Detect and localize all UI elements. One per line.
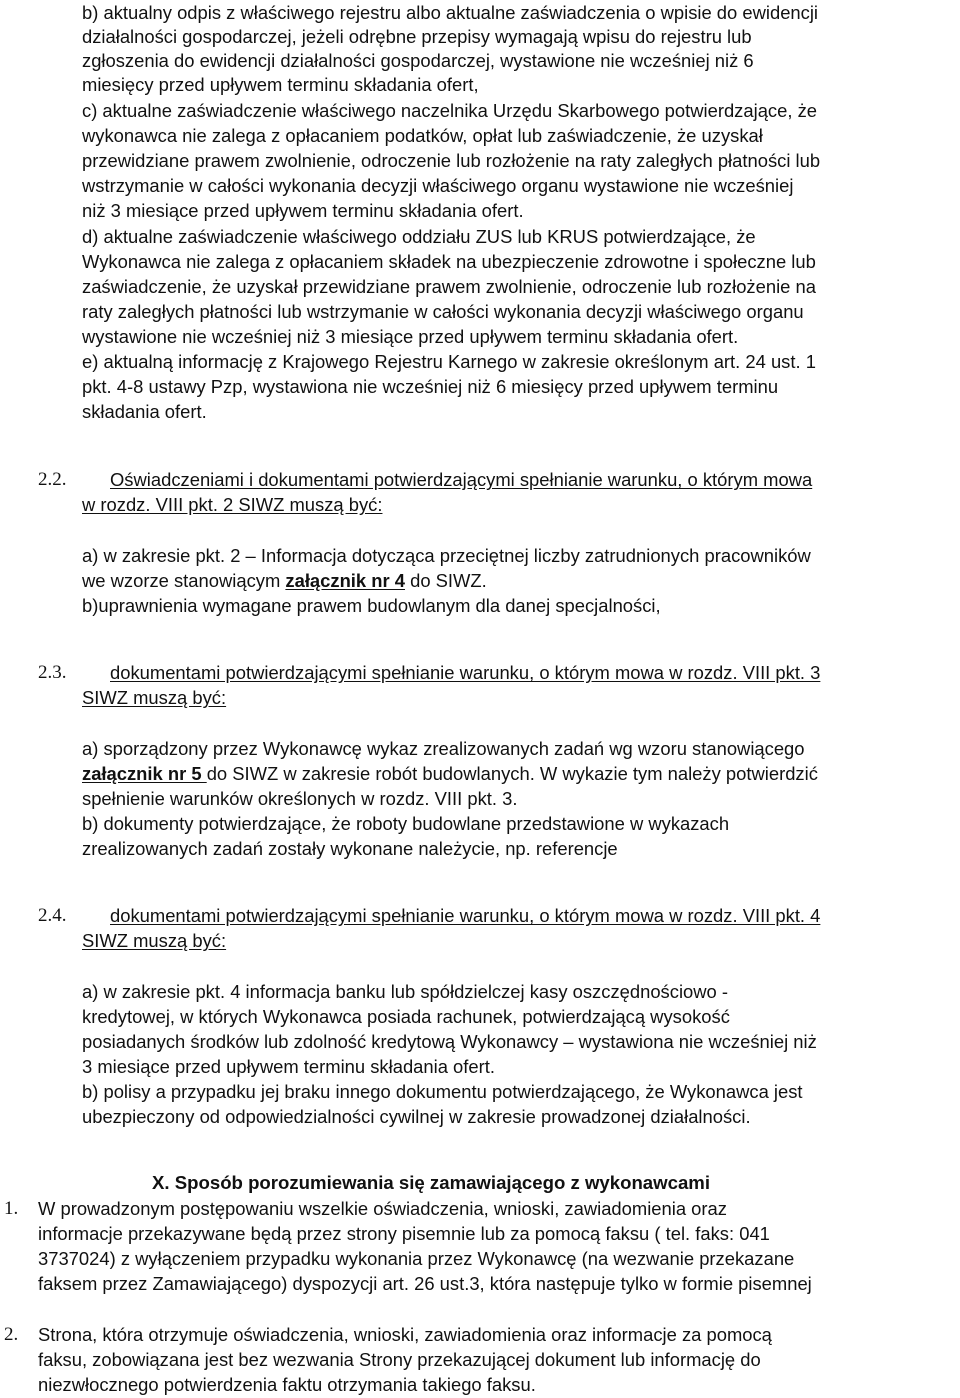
section-2-2-item-a-line-1: a) w zakresie pkt. 2 – Informacja dotycząca przeciętnej liczby zatrudnionych pracowników [82, 545, 811, 566]
text-span: do SIWZ. [404, 570, 487, 591]
section-2-3-item-a-line-3: spełnienie warunków określonych w rozdz. VIII pkt. 3. [82, 788, 518, 809]
section-2-3-item-b-line-1: b) dokumenty potwierdzające, że roboty budowlane przedstawione w wykazach [82, 813, 730, 834]
section-x-item-2-line-2: faksu, zobowiązana jest bez wezwania Strony przekazującej dokument lub informację do [38, 1349, 761, 1370]
item-d-line-5: wystawione nie wcześniej niż 3 miesiące przed upływem terminu składania ofert. [82, 326, 739, 347]
section-2-4-item-b-line-1: b) polisy a przypadku jej braku innego dokumentu potwierdzającego, że Wykonawca jest [82, 1081, 803, 1102]
section-2-4-title-line-1: dokumentami potwierdzającymi spełnianie warunku, o którym mowa w rozdz. VIII pkt. 4 [110, 905, 821, 926]
section-2-2-title-line-1: Oświadczeniami i dokumentami potwierdzającymi spełnianie warunku, o którym mowa [110, 469, 813, 490]
section-2-4-item-a-line-2: kredytowej, w których Wykonawca posiada rachunek, potwierdzającą wysokość [82, 1006, 730, 1027]
text-span: do SIWZ w zakresie robót budowlanych. W wykazie tym należy potwierdzić [206, 763, 818, 784]
section-x-item-1-line-3: 3737024) z wyłączeniem przypadku wykonania przez Wykonawcę (na wezwanie przekazane [38, 1248, 795, 1269]
item-e-line-1: e) aktualną informację z Krajowego Rejestru Karnego w zakresie określonym art. 24 ust. 1 [82, 351, 816, 372]
item-c-line-4: wstrzymanie w całości wykonania decyzji właściwego organu wystawione nie wcześniej [82, 175, 794, 196]
section-2-3-item-a-line-2 [82, 761, 818, 786]
section-2-3-title-line-2: SIWZ muszą być: [82, 687, 227, 708]
item-b-line-2: działalności gospodarczej, jeżeli odrębne przepisy wymagają wpisu do rejestru lub [82, 26, 752, 47]
item-d-line-3: zaświadczenie, że uzyskał przewidziane prawem zwolnienie, odroczenie lub rozłożenie na [82, 276, 816, 297]
item-c-line-5: niż 3 miesiące przed upływem terminu składania ofert. [82, 200, 524, 221]
section-x-heading: X. Sposób porozumiewania się zamawiającego z wykonawcami [152, 1172, 710, 1193]
section-2-3-item-a-line-1: a) sporządzony przez Wykonawcę wykaz zrealizowanych zadań wg wzoru stanowiącego [82, 738, 805, 759]
list-item-number-1: 1. [4, 1198, 19, 1219]
section-2-4-item-a-line-3: posiadanych środków lub zdolność kredytową Wykonawcy – wystawiona nie wcześniej niż [82, 1031, 817, 1052]
item-b-line-1: b) aktualny odpis z właściwego rejestru albo aktualne zaświadczenia o wpisie do ewidencji [82, 2, 819, 23]
attachment-5-reference: załącznik nr 5 [82, 763, 207, 784]
section-2-4-item-a-line-4: 3 miesiące przed upływem terminu składania ofert. [82, 1056, 495, 1077]
section-2-4-title-line-2: SIWZ muszą być: [82, 930, 227, 951]
item-e-line-3: składania ofert. [82, 401, 207, 422]
section-number-2-4: 2.4. [38, 905, 67, 926]
text-span: we wzorze stanowiącym [82, 570, 286, 591]
item-c-line-3: przewidziane prawem zwolnienie, odroczenie lub rozłożenie na raty zaległych płatności lub [82, 150, 821, 171]
section-2-3-title-line-1: dokumentami potwierdzającymi spełnianie warunku, o którym mowa w rozdz. VIII pkt. 3 [110, 662, 821, 683]
item-b-line-3: zgłoszenia do ewidencji działalności gospodarczej, wystawione nie wcześniej niż 6 [82, 50, 754, 71]
item-d-line-1: d) aktualne zaświadczenie właściwego oddziału ZUS lub KRUS potwierdzające, że [82, 226, 756, 247]
section-2-4-item-a-line-1: a) w zakresie pkt. 4 informacja banku lub spółdzielczej kasy oszczędnościowo - [82, 981, 729, 1002]
item-c-line-2: wykonawca nie zalega z opłacaniem podatków, opłat lub zaświadczenie, że uzyskał [82, 125, 763, 146]
section-number-2-3: 2.3. [38, 662, 67, 683]
section-2-3-item-b-line-2: zrealizowanych zadań zostały wykonane należycie, np. referencje [82, 838, 618, 859]
item-e-line-2: pkt. 4-8 ustawy Pzp, wystawiona nie wcześniej niż 6 miesięcy przed upływem terminu [82, 376, 779, 397]
section-number-2-2: 2.2. [38, 469, 67, 490]
section-2-2-title-line-2: w rozdz. VIII pkt. 2 SIWZ muszą być: [82, 494, 383, 515]
section-2-2-item-a-line-2 [82, 568, 487, 593]
item-d-line-2: Wykonawca nie zalega z opłacaniem składek na ubezpieczenie zdrowotne i społeczne lub [82, 251, 816, 272]
item-c-line-1: c) aktualne zaświadczenie właściwego naczelnika Urzędu Skarbowego potwierdzające, że [82, 100, 817, 121]
section-x-item-1-line-2: informacje przekazywane będą przez strony pisemnie lub za pomocą faksu ( tel. faks: 041 [38, 1223, 770, 1244]
section-x-item-2-line-1: Strona, która otrzymuje oświadczenia, wnioski, zawiadomienia oraz informacje za pomocą [38, 1324, 772, 1345]
item-d-line-4: raty zaległych płatności lub wstrzymanie w całości wykonania decyzji właściwego organu [82, 301, 804, 322]
attachment-4-reference: załącznik nr 4 [285, 570, 405, 591]
item-b-line-4: miesięcy przed upływem terminu składania ofert, [82, 74, 479, 95]
section-x-item-2-line-3: niezwłocznego potwierdzenia faktu otrzymania takiego faksu. [38, 1374, 536, 1395]
section-2-4-item-b-line-2: ubezpieczony od odpowiedzialności cywilnej w zakresie prowadzonej działalności. [82, 1106, 751, 1127]
section-x-item-1-line-1: W prowadzonym postępowaniu wszelkie oświadczenia, wnioski, zawiadomienia oraz [38, 1198, 727, 1219]
section-2-2-item-b-line-1: b)uprawnienia wymagane prawem budowlanym dla danej specjalności, [82, 595, 661, 616]
section-x-item-1-line-4: faksem przez Zamawiającego) dyspozycji art. 26 ust.3, która następuje tylko w formie pisemnej [38, 1273, 812, 1294]
list-item-number-2: 2. [4, 1324, 19, 1345]
